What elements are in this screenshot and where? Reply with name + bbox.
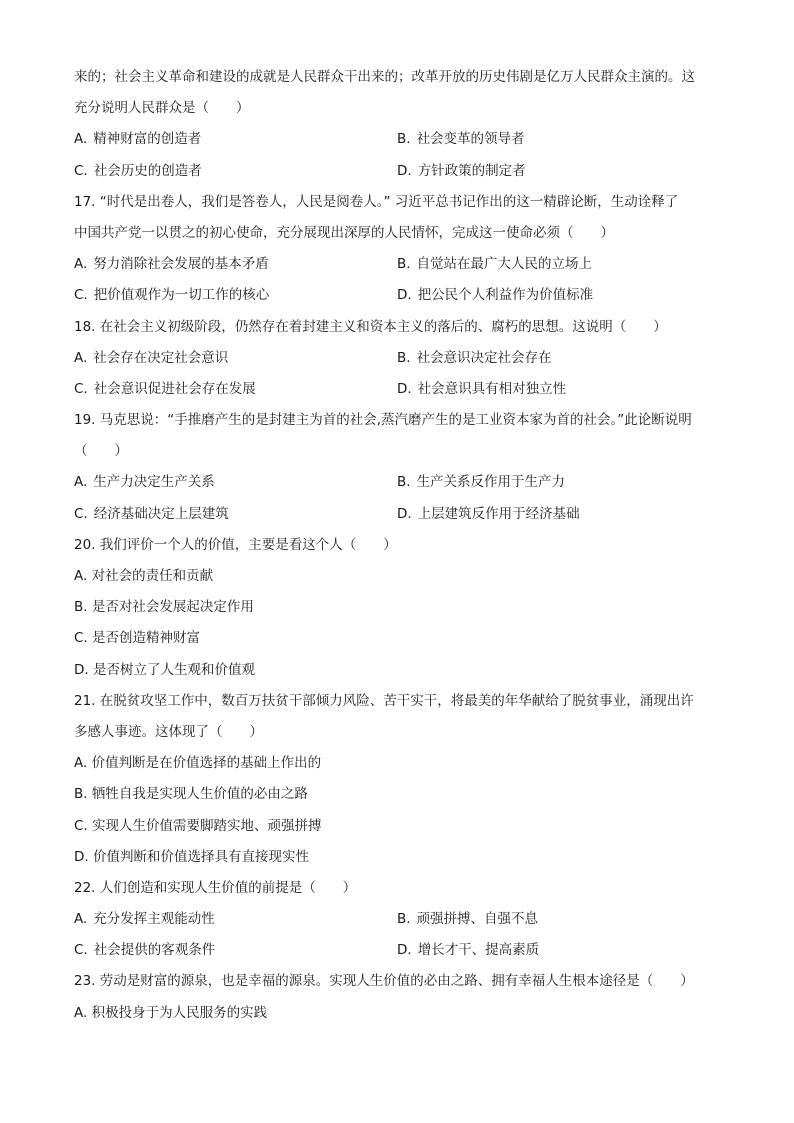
q21-stem-line: 21. 在脱贫攻坚工作中，数百万扶贫干部倾力风险、苦干实干，将最美的年华献给了脱贫事业，涌现出许 [74, 692, 694, 709]
q22-option-d: D. 增长才干、提高素质 [397, 942, 540, 959]
q16-option-d: D. 方针政策的制定者 [397, 162, 526, 179]
q22-options-row [74, 904, 724, 935]
q18-option-b: B. 社会意识决定社会存在 [397, 349, 552, 366]
q19-option-a: A. 生产力决定生产关系 [74, 474, 215, 491]
q18-option-a: A. 社会存在决定社会意识 [74, 349, 229, 366]
q18-stem-line: 18. 在社会主义初级阶段，仍然存在着封建主义和资本主义的落后的、腐朽的思想。这说明（ ） [74, 318, 667, 335]
q17-option-a: A. 努力消除社会发展的基本矛盾 [74, 256, 269, 273]
q17-stem-line: 中国共产党一以贯之的初心使命，充分展现出深厚的人民情怀，完成这一使命必须（ ） [74, 224, 614, 241]
document-page [74, 62, 724, 1029]
q18-option-d: D. 社会意识具有相对独立性 [397, 380, 567, 397]
q20-option-d: D. 是否树立了人生观和价值观 [74, 661, 255, 678]
q22-option-c: C. 社会提供的客观条件 [74, 942, 216, 959]
q21-option-b: B. 牺牲自我是实现人生价值的必由之路 [74, 786, 308, 803]
q17-options-row [74, 249, 724, 280]
q22-options-row [74, 935, 724, 966]
q19-options-row [74, 499, 724, 530]
q20-stem-line: 20. 我们评价一个人的价值，主要是看这个人（ ） [74, 536, 397, 553]
q17-option-b: B. 自觉站在最广大人民的立场上 [397, 256, 593, 273]
q21-option-a: A. 价值判断是在价值选择的基础上作出的 [74, 755, 322, 772]
q16-option-b: B. 社会变革的领导者 [397, 131, 525, 148]
q22-option-b: B. 顽强拼搏、自强不息 [397, 911, 539, 928]
q21-option-c: C. 实现人生价值需要脚踏实地、顽强拼搏 [74, 817, 322, 834]
q18-options-row [74, 374, 724, 405]
q18-option-c: C. 社会意识促进社会存在发展 [74, 380, 256, 397]
q19-option-c: C. 经济基础决定上层建筑 [74, 505, 229, 522]
q21-option-d: D. 价值判断和价值选择具有直接现实性 [74, 848, 309, 865]
q20-option-b: B. 是否对社会发展起决定作用 [74, 599, 254, 616]
q16-stem-line: 来的；社会主义革命和建设的成就是人民群众干出来的；改革开放的历史伟剧是亿万人民群众主演的。这 [74, 69, 695, 85]
q19-option-b: B. 生产关系反作用于生产力 [397, 474, 566, 491]
q17-option-c: C. 把价值观作为一切工作的核心 [74, 287, 270, 304]
q19-stem-line: 19. 马克思说：“手推磨产生的是封建主为首的社会,蒸汽磨产生的是工业资本家为首的社会。”此论断说明 [74, 412, 692, 429]
q17-options-row [74, 280, 724, 311]
q17-stem-line: 17. “时代是出卷人，我们是答卷人，人民是阅卷人。” 习近平总书记作出的这一精辟论断，生动诠释了 [74, 193, 679, 210]
q21-stem-line: 多感人事迹。这体现了（ ） [74, 723, 263, 740]
q20-option-c: C. 是否创造精神财富 [74, 630, 201, 647]
q16-stem-line: 充分说明人民群众是（ ） [74, 100, 250, 117]
q22-option-a: A. 充分发挥主观能动性 [74, 911, 215, 928]
q19-options-row [74, 467, 724, 498]
q17-option-d: D. 把公民个人利益作为价值标准 [397, 287, 594, 304]
q16-options-row [74, 124, 724, 155]
q20-option-a: A. 对社会的责任和贡献 [74, 568, 214, 584]
q19-stem-line: （ ） [74, 443, 128, 460]
q23-stem-line: 23. 劳动是财富的源泉，也是幸福的源泉。实现人生价值的必由之路、拥有幸福人生根本途径是（ ） [74, 973, 694, 990]
q16-options-row [74, 156, 724, 187]
q19-option-d: D. 上层建筑反作用于经济基础 [397, 505, 580, 522]
q18-options-row [74, 343, 724, 374]
q23-option-a: A. 积极投身于为人民服务的实践 [74, 1004, 268, 1021]
q16-option-a: A. 精神财富的创造者 [74, 131, 202, 148]
q16-option-c: C. 社会历史的创造者 [74, 162, 202, 179]
q22-stem-line: 22. 人们创造和实现人生价值的前提是（ ） [74, 879, 357, 896]
